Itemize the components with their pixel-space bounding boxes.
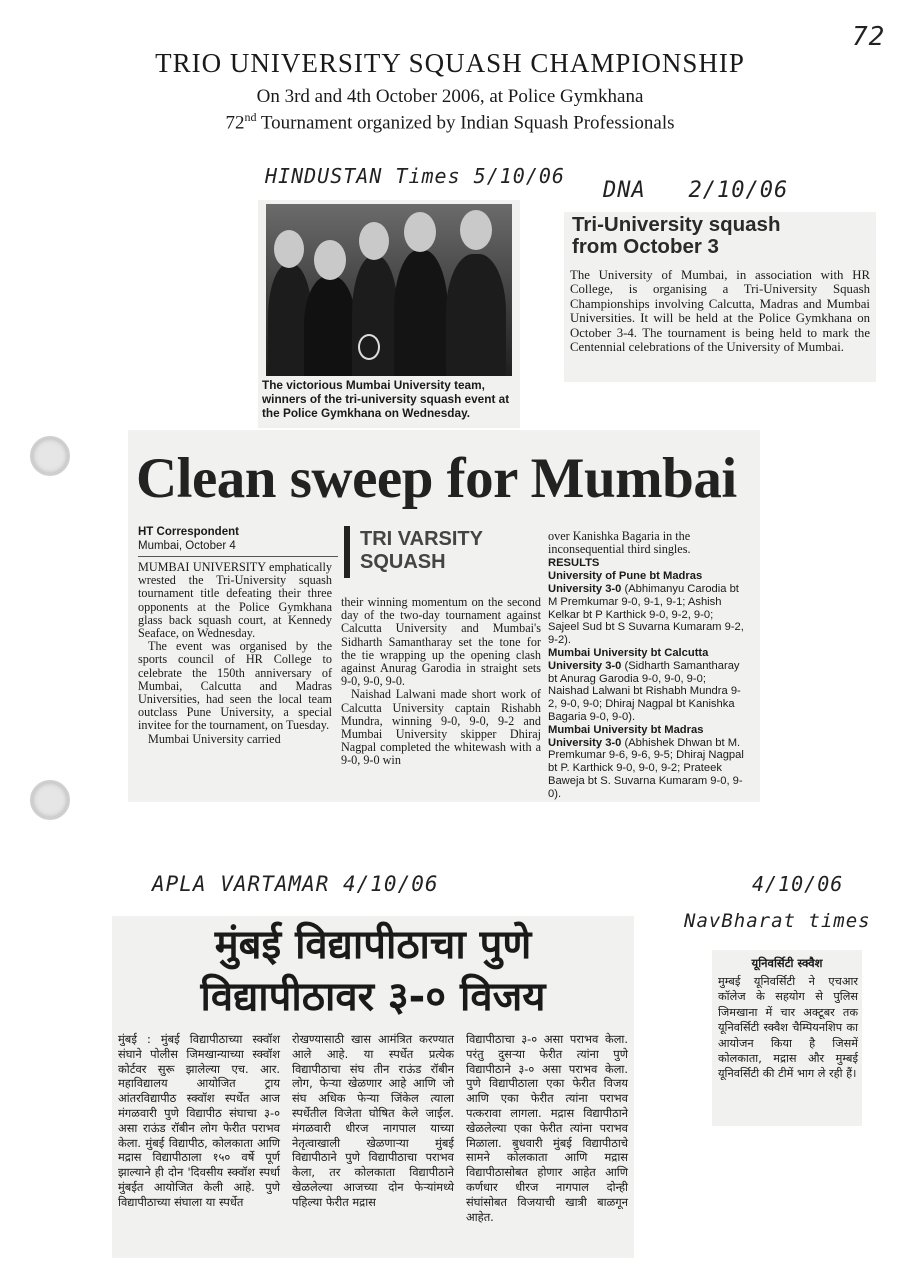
result-2	[548, 647, 744, 724]
col2-paragraph-2: Naishad Lalwani made short work of Calcutta University captain Rishabh Mundra, winning 9-0, 9-0, 9-2 and Mumbai University skipper Dhiraj Nagpal completed the whitewash with a 9-0, 9-0 win	[341, 687, 541, 768]
article-headline: Clean sweep for Mumbai	[136, 447, 737, 510]
col1-paragraph-1: MUMBAI UNIVERSITY emphatically wrested the Tri-University squash tournament title defeating their three opponents at the Police Gymkhana glass back squash court, at Kennedy Seaface, on Wednesday.	[138, 560, 332, 641]
marathi-clipping	[112, 916, 634, 1258]
organizer-text: Tournament organized by Indian Squash Professionals	[256, 112, 675, 134]
results-label: RESULTS	[548, 557, 600, 570]
punch-hole-top	[30, 436, 70, 476]
result-2-detail: (Sidharth Samantharay bt Anurag Garodia 9-0, 9-0, 9-0; Naishad Lalwani bt Rishabh Mundra 9-2, 9-0, 9-0; Dhiraj Nagpal bt Kanishka Bagaria 9-0, 9-0).	[548, 659, 741, 723]
byline-rule	[138, 556, 338, 557]
dna-source-note: DNA 2/10/06	[603, 178, 789, 203]
col3-intro: over Kanishka Bagaria in the inconsequential third singles.	[548, 529, 691, 557]
article-byline: HT Correspondent	[138, 526, 239, 538]
marathi-column-3: विद्यापीठाचा ३-० असा पराभव केला. परंतु दुसऱ्या फेरीत त्यांना पुणे विद्यापीठाने ३-० असा पराभव केला. पुणे विद्यापीठाला एका फेरीत विजय आणि एका फेरीत त्यांना पराभव पत्करावा लागला. मद्रास विद्यापीठाने खेळलेल्या एका फेरीत त्यांना पराभव मिळाला. बुधवारी मुंबई विद्यापीठाचे सामने कोलकाता आणि मद्रास विद्यापीठासोबत होणार आहेत आणि कर्णधार धीरज नागपाल दोन्ही संघांसोबत विजयाची खात्री बाळगून आहेत.	[466, 1032, 628, 1224]
dna-headline: Tri-University squash from October 3	[572, 213, 781, 258]
result-3	[548, 724, 744, 801]
ht-article-clipping	[128, 430, 760, 802]
article-column-1	[138, 561, 332, 746]
article-column-2	[341, 596, 541, 768]
marathi-column-1: मुंबई : मुंबई विद्यापीठाच्या स्क्वॉश संघाने पोलीस जिमखान्याच्या स्क्वॉश कोर्टवर सुरू झालेल्या एच. आर. महाविद्यालय आयोजित ट्राय आंतरविद्यापीठ स्क्वॉश स्पर्धेत आज मंगळवारी पुणे विद्यापीठ संघाचा ३-० असा राऊंड रॉबीन लोग फेरीत पराभव केला. मुंबई विद्यापीठ, कोलकाता आणि मद्रास विद्यापीठाला १५० वर्षे पूर्ण झाल्याने ही दोन 'दिवसीय स्क्वॉश स्पर्धा मुंबईत आयोजित केली आहे. पुणे विद्यापीठाच्या संघाला या स्पर्धेत	[118, 1032, 280, 1209]
result-3-head: Mumbai University bt Madras University 3-0	[548, 723, 704, 749]
apla-source-note: APLA VARTAMAR 4/10/06	[152, 872, 439, 896]
result-2-head: Mumbai University bt Calcutta University 3-0	[548, 646, 709, 672]
result-1	[548, 570, 744, 647]
marathi-column-2: रोखण्यासाठी खास आमंत्रित करण्यात आले आहे. या स्पर्धेत प्रत्येक विद्यापीठाचा संघ तीन राऊंड रॉबीन लोग, फेऱ्या खेळणार आहे आणि जो संघ अधिक फेऱ्या जिंकेल त्याला स्पर्धेतील विजेता घोषित केले जाईल. मंगळवारी धीरज नागपाल याच्या नेतृत्वाखाली खेळणाऱ्या मुंबई विद्यापीठाने पुणे विद्यापीठाचा पराभव केला, तर कोलकाता विद्यापीठाने खेळलेल्या आजच्या दोन फेऱ्यांमध्ये पहिल्या फेरीत मद्रास	[292, 1032, 454, 1209]
col1-paragraph-2: The event was organised by the sports council of HR College to celebrate the 150th anniversary of Mumbai, Calcutta and Madras Universities, had seen the local team outclass Pune University, a special invitee for the tournament, on Tuesday.	[138, 639, 332, 733]
team-photo	[266, 204, 512, 376]
punch-hole-bottom	[30, 780, 70, 820]
marathi-headline-line-2: विद्यापीठावर ३-० विजय	[200, 974, 546, 1020]
navbharat-body: मुम्बई यूनिवर्सिटी ने एचआर कॉलेज के सहयोग से पुलिस जिमखाना में चार अक्टूबर तक यूनिवर्सिटी स्क्वैश चैम्पियनशिप का आयोजन किया है जिसमें कोलकाता, मद्रास और मुम्बई यूनिवर्सिटी की टीमें भाग ले रही हैं।	[718, 975, 858, 1081]
navbharat-date-note: 4/10/06	[752, 872, 844, 896]
article-dateline: Mumbai, October 4	[138, 540, 236, 552]
navbharat-clipping	[712, 950, 862, 1126]
event-date-line: On 3rd and 4th October 2006, at Police Gymkhana	[256, 86, 644, 107]
photo-caption: The victorious Mumbai University team, winners of the tri-university squash event at the Police Gymkhana on Wednesday.	[262, 378, 510, 420]
result-3-detail: (Abhishek Dhwan bt M. Premkumar 9-6, 9-6, 9-5; Dhiraj Nagpal bt P. Karthick 9-0, 9-0, 9-2; Prateek Baweja bt S. Suvarna Kumaram 9-0, 9-0).	[548, 736, 744, 800]
page-number: 72	[852, 22, 886, 52]
organizer-line	[0, 110, 900, 134]
col1-paragraph-3: Mumbai University carried	[148, 731, 281, 746]
dna-body: The University of Mumbai, in association with HR College, is organising a Tri-University Squash Championships involving Calcutta, Madras and Mumbai Universities. It will be held at the Police Gymkhana on October 3-4. The tournament is being held to mark the Centennial celebrations of the University of Mumbai.	[570, 268, 870, 355]
navbharat-source-note: NavBharat times	[684, 910, 871, 932]
dna-clipping	[564, 212, 876, 382]
page-title: TRIO UNIVERSITY SQUASH CHAMPIONSHIP	[155, 48, 745, 78]
ht-source-note: HINDUSTAN Times 5/10/06	[265, 164, 565, 188]
navbharat-title: यूनिवर्सिटी स्क्वैश	[751, 956, 823, 970]
article-column-3	[548, 530, 744, 801]
tournament-number: 72	[225, 112, 245, 134]
photo-clipping	[258, 200, 520, 428]
tournament-ordinal: nd	[244, 110, 257, 124]
result-1-detail: (Abhimanyu Carodia bt M Premkumar 9-0, 9-1, 9-1; Ashish Kelkar bt P Karthick 9-0, 9-2, 9-0; Sajeel Sud bt S Suvarna Kumaram 9-2, 9-2).	[548, 583, 744, 647]
col2-paragraph-1: their winning momentum on the second day of the two-day tournament against Calcutta University and Mumbai's Sidharth Samantharay set the tone for the tie wrapping up the opening clash against Anurag Garodia in straight sets 9-0, 9-0, 9-0.	[341, 595, 541, 689]
tag-bar	[344, 526, 350, 578]
section-tag: TRI VARSITY SQUASH	[360, 528, 483, 573]
result-1-head: University of Pune bt Madras University 3-0	[548, 570, 703, 595]
marathi-headline-line-1: मुंबई विद्यापीठाचा पुणे	[214, 922, 532, 968]
